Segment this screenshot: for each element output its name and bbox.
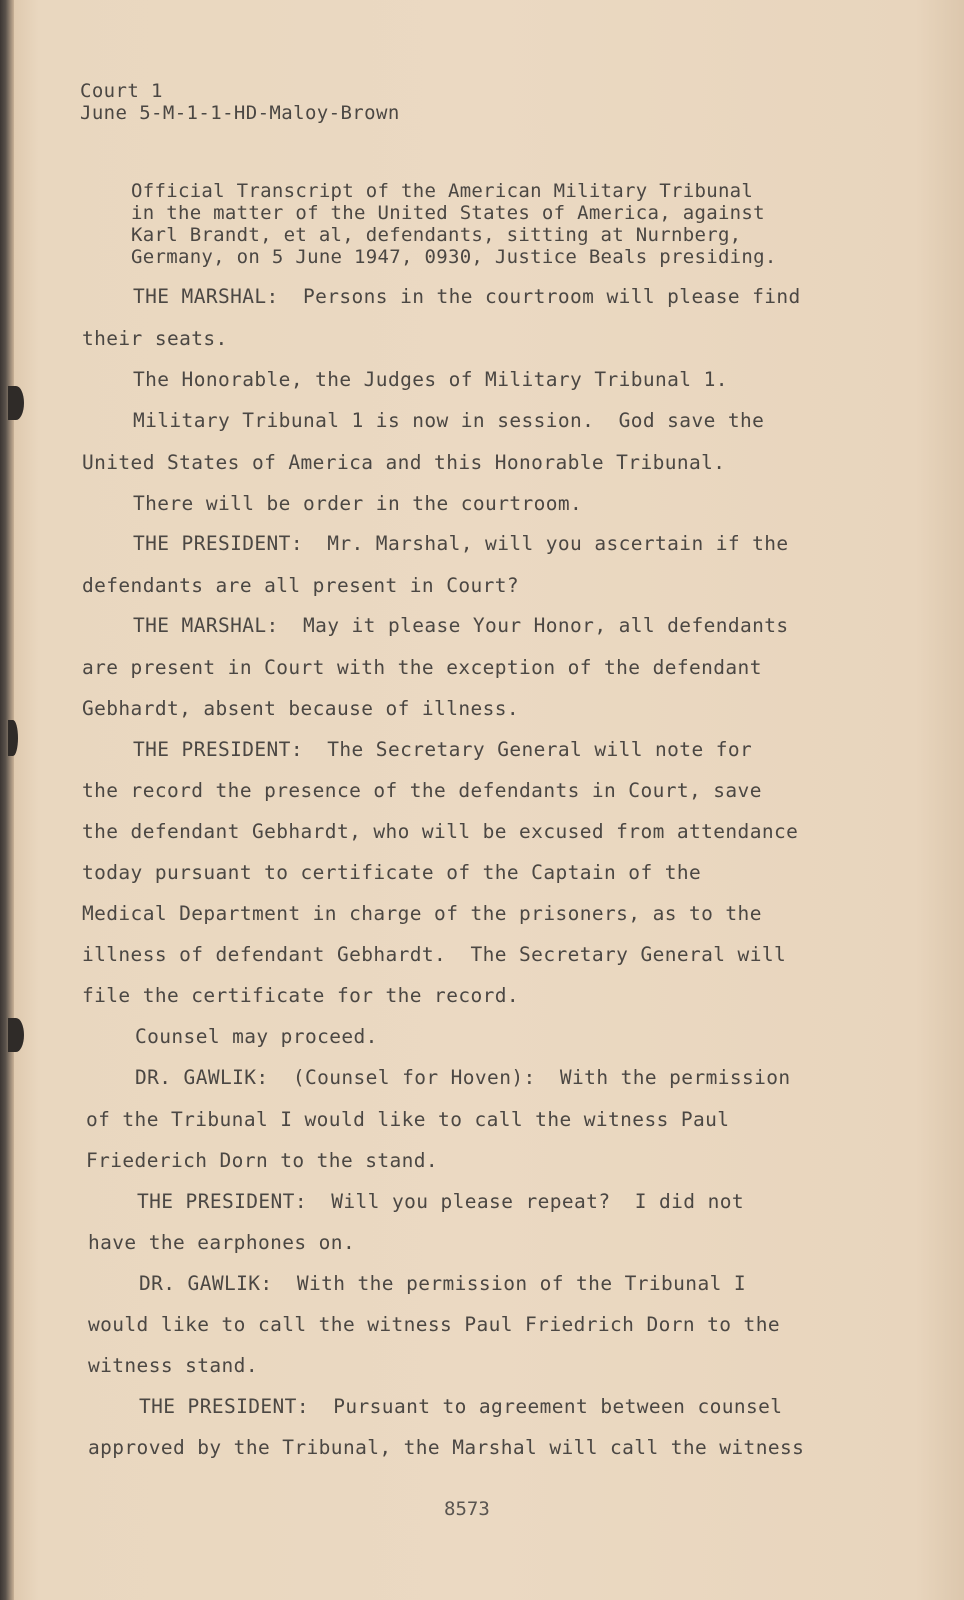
transcript-line: Medical Department in charge of the prisoners, as to the	[82, 902, 762, 925]
transcript-line: have the earphones on.	[88, 1231, 356, 1254]
transcript-line: DR. GAWLIK: With the permission of the Tribunal I	[139, 1272, 746, 1295]
transcript-line: witness stand.	[88, 1354, 258, 1377]
transcript-line: their seats.	[82, 327, 228, 350]
transcript-line: THE PRESIDENT: The Secretary General will note for	[133, 738, 753, 761]
transcript-line: the defendant Gebhardt, who will be excused from attendance	[82, 820, 799, 843]
transcript-line: illness of defendant Gebhardt. The Secretary General will	[82, 943, 787, 966]
transcript-line: today pursuant to certificate of the Captain of the	[82, 861, 702, 884]
transcript-line: Gebhardt, absent because of illness.	[82, 697, 520, 720]
transcript-line: United States of America and this Honorable Tribunal.	[82, 451, 726, 474]
transcript-line: Friederich Dorn to the stand.	[86, 1149, 439, 1172]
session-code: June 5-M-1-1-HD-Maloy-Brown	[80, 102, 400, 124]
transcript-line: Counsel may proceed.	[135, 1025, 378, 1048]
transcript-line: of the Tribunal I would like to call the witness Paul	[86, 1108, 730, 1131]
official-heading-line: Official Transcript of the American Military Tribunal	[131, 180, 754, 202]
transcript-line: defendants are all present in Court?	[82, 574, 520, 597]
official-heading-line: Karl Brandt, et al, defendants, sitting at Nurnberg,	[131, 224, 742, 246]
transcript-line: file the certificate for the record.	[82, 984, 520, 1007]
torn-edge-mark	[8, 386, 24, 420]
torn-edge-mark	[8, 720, 18, 756]
transcript-line: Military Tribunal 1 is now in session. God save the	[133, 409, 765, 432]
official-heading-line: Germany, on 5 June 1947, 0930, Justice Beals presiding.	[131, 246, 777, 268]
transcript-line: are present in Court with the exception of the defendant	[82, 656, 762, 679]
transcript-line: the record the presence of the defendants in Court, save	[82, 779, 762, 802]
transcript-line: There will be order in the courtroom.	[133, 492, 583, 515]
torn-edge-mark	[8, 1018, 24, 1052]
page-left-edge	[0, 0, 14, 1600]
transcript-line: THE PRESIDENT: Mr. Marshal, will you ascertain if the	[133, 532, 789, 555]
transcript-line: DR. GAWLIK: (Counsel for Hoven): With the permission	[135, 1066, 791, 1089]
transcript-line: THE MARSHAL: May it please Your Honor, all defendants	[133, 614, 789, 637]
transcript-line: would like to call the witness Paul Friedrich Dorn to the	[88, 1313, 780, 1336]
transcript-line: The Honorable, the Judges of Military Tribunal 1.	[133, 368, 728, 391]
transcript-line: approved by the Tribunal, the Marshal will call the witness	[88, 1436, 805, 1459]
transcript-line: THE PRESIDENT: Pursuant to agreement between counsel	[139, 1395, 783, 1418]
page-number: 8573	[444, 1498, 490, 1520]
official-heading-line: in the matter of the United States of America, against	[131, 202, 765, 224]
transcript-line: THE PRESIDENT: Will you please repeat? I did not	[137, 1190, 744, 1213]
court-label: Court 1	[80, 80, 163, 102]
transcript-line: THE MARSHAL: Persons in the courtroom will please find	[133, 285, 801, 308]
